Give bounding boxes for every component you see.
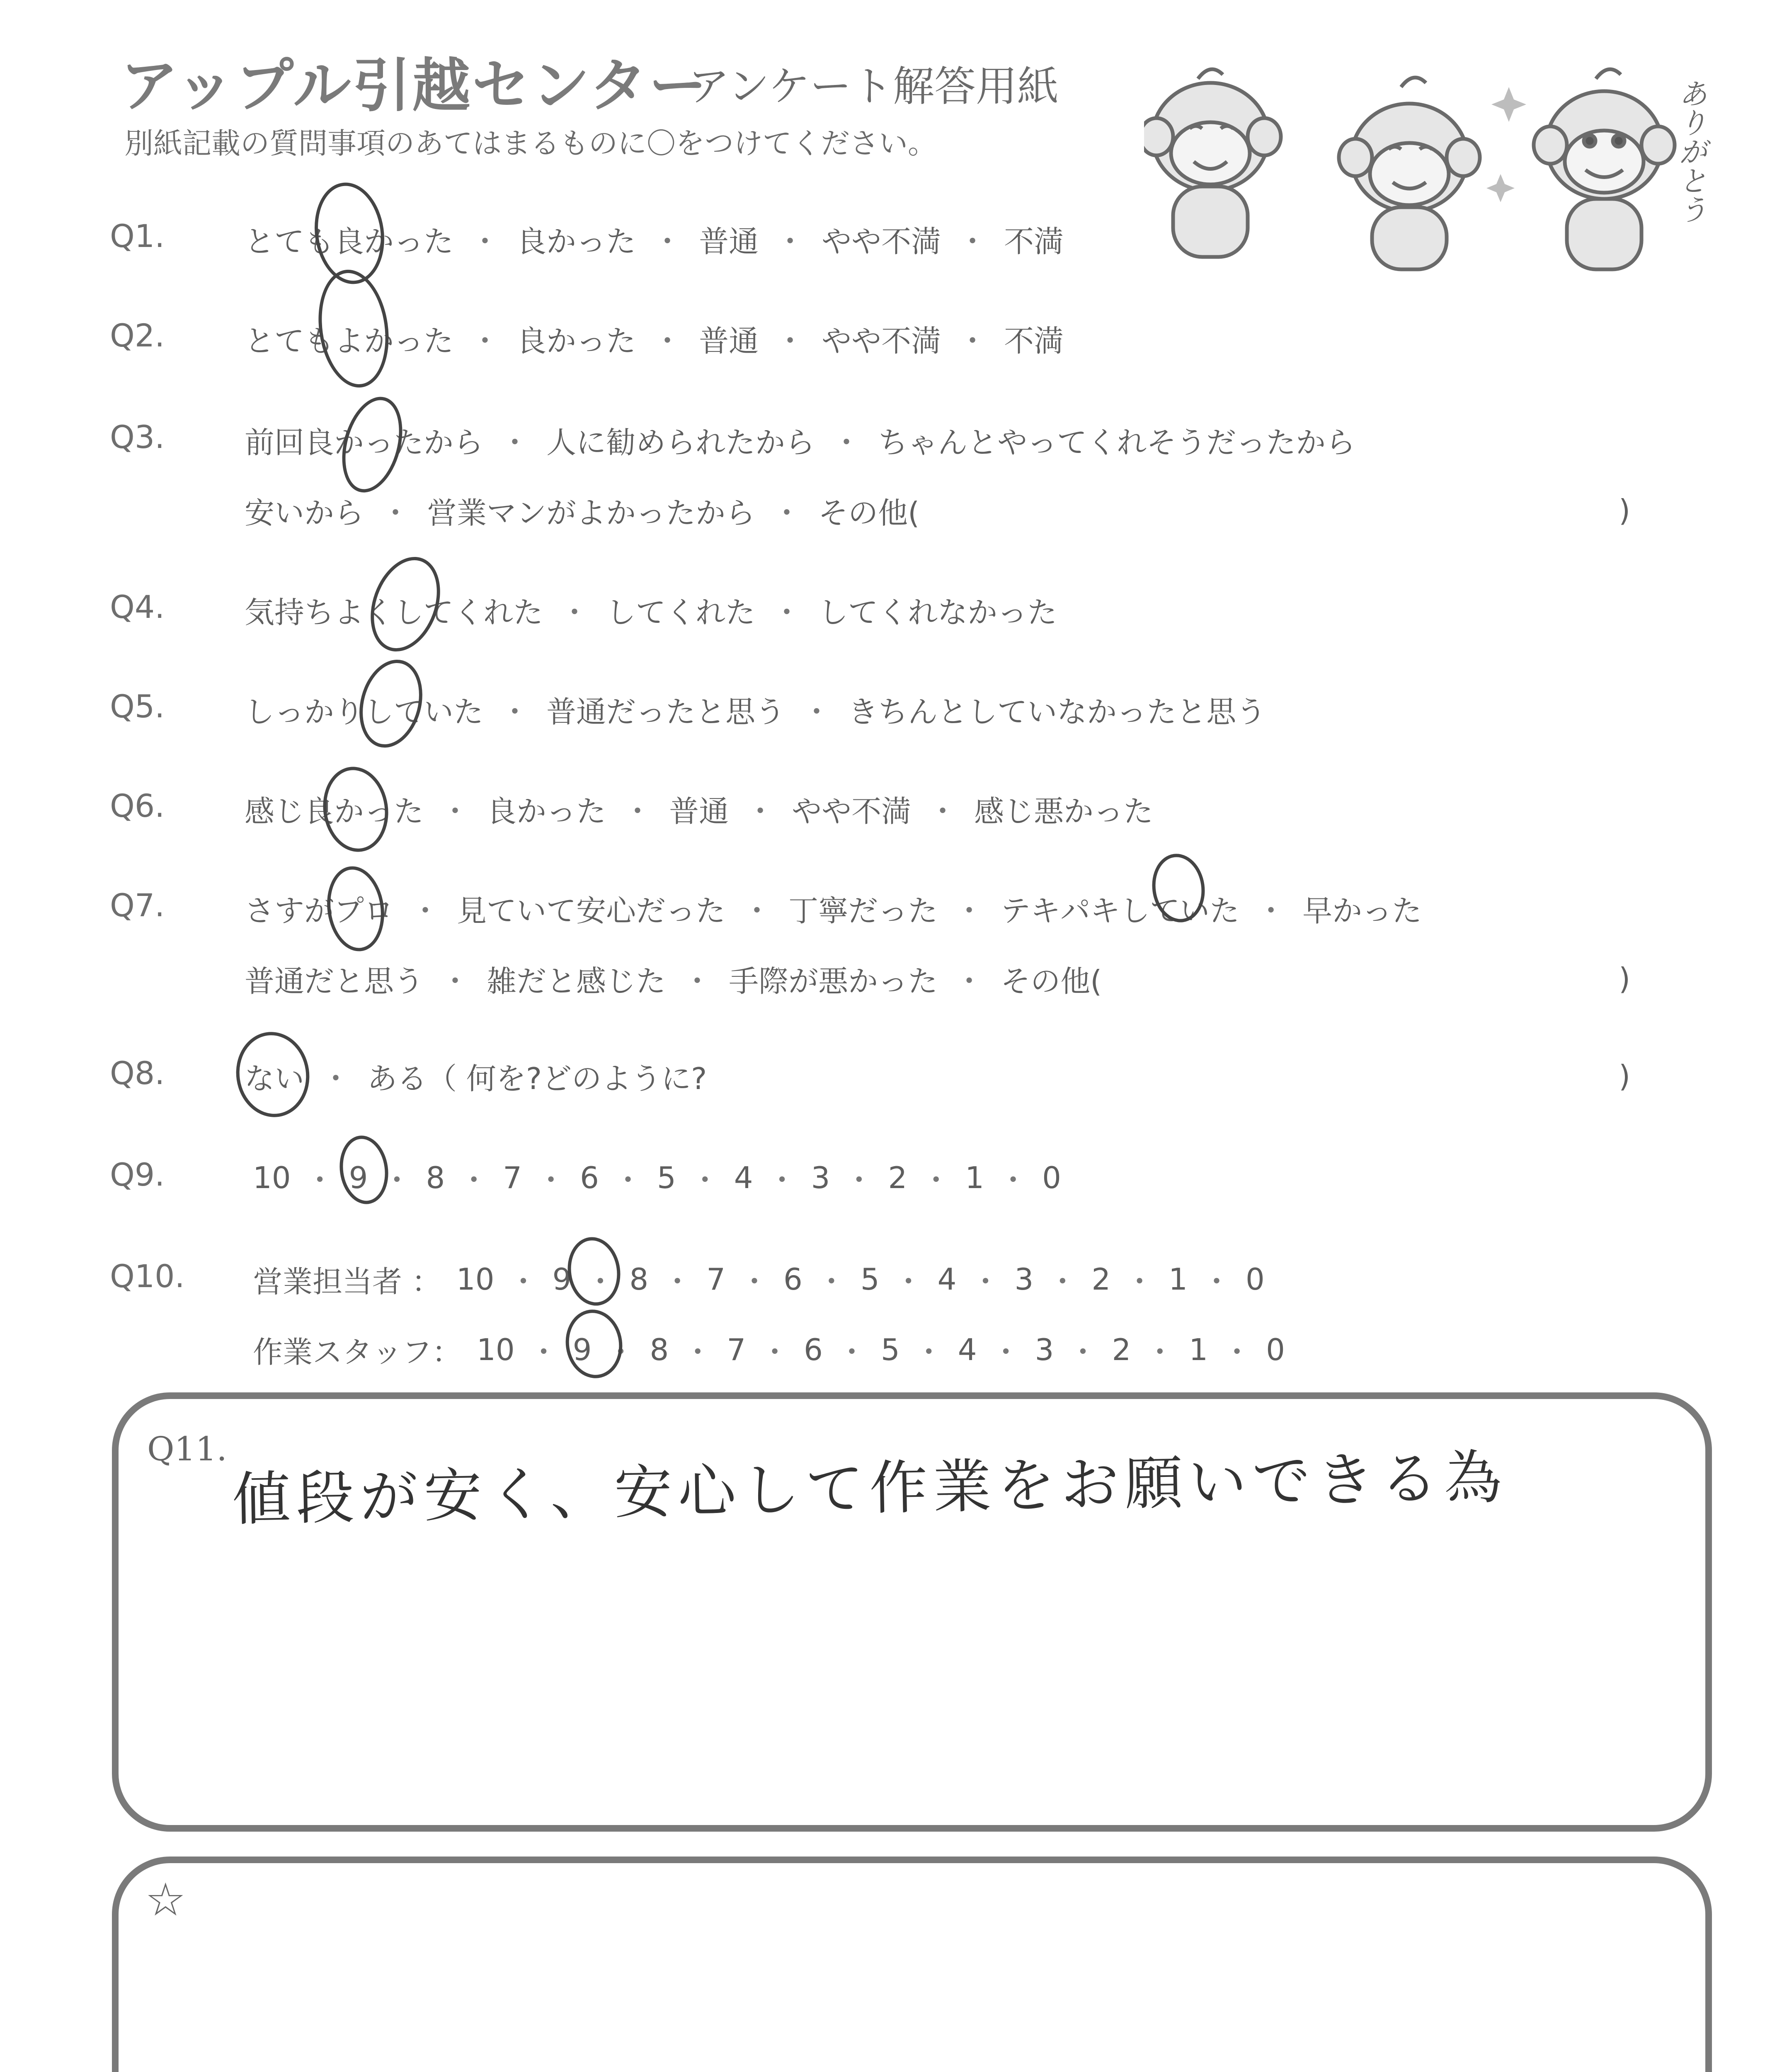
q10-sales-score[interactable]: 5 bbox=[860, 1262, 880, 1297]
q4-option[interactable]: してくれなかった bbox=[818, 595, 1057, 630]
q10-staff-score[interactable]: 1 bbox=[1189, 1332, 1208, 1367]
q10-staff-label: 作業スタッフ： bbox=[253, 1335, 462, 1370]
q10-sales-score[interactable]: 0 bbox=[1245, 1262, 1265, 1297]
q7-option[interactable]: テキパキしていた bbox=[1001, 893, 1240, 928]
q6-option[interactable]: 感じ良かった bbox=[245, 794, 424, 829]
q10-sales-score[interactable]: 6 bbox=[783, 1262, 803, 1297]
q3-label: Q3. bbox=[110, 419, 165, 455]
answer-circle bbox=[322, 863, 389, 955]
q1-option[interactable]: やや不満 bbox=[822, 224, 941, 259]
q2-option[interactable]: 不満 bbox=[1004, 324, 1064, 358]
q9-score[interactable]: 8 bbox=[426, 1160, 445, 1195]
q1-option[interactable]: とても良かった bbox=[245, 224, 454, 259]
q10-staff-score[interactable]: 7 bbox=[727, 1332, 746, 1367]
q1-option[interactable]: 不満 bbox=[1004, 224, 1064, 259]
q9-score[interactable]: 10 bbox=[253, 1160, 291, 1195]
q10-sales-score[interactable]: 3 bbox=[1014, 1262, 1034, 1297]
q2-options: とてもよかった ・ 良かった ・ 普通 ・ やや不満 ・ 不満 bbox=[245, 317, 1064, 360]
q5-options: しっかりしていた ・ 普通だったと思う ・ きちんとしていなかったと思う bbox=[245, 688, 1266, 731]
q10-staff-score[interactable]: 8 bbox=[650, 1332, 669, 1367]
form-subtitle: アンケート解答用紙 bbox=[688, 62, 1059, 111]
star-icon: ☆ bbox=[145, 1873, 186, 1926]
form-title: アップル引越センター bbox=[120, 52, 709, 120]
q8-option[interactable]: ない bbox=[245, 1061, 305, 1096]
q5-label: Q5. bbox=[110, 688, 165, 725]
q9-score[interactable]: 7 bbox=[503, 1160, 522, 1195]
q11-label: Q11. bbox=[147, 1430, 227, 1468]
q2-label: Q2. bbox=[110, 317, 165, 354]
answer-circle bbox=[318, 762, 393, 856]
q6-option[interactable]: やや不満 bbox=[792, 794, 912, 829]
sparkle-icon bbox=[1486, 87, 1526, 202]
q9-score[interactable]: 2 bbox=[888, 1160, 907, 1195]
q3-option[interactable]: ちゃんとやってくれそうだったから bbox=[878, 425, 1356, 460]
q10-sales-score[interactable]: 1 bbox=[1169, 1262, 1188, 1297]
thanks-badge: ありがとう bbox=[1674, 79, 1708, 224]
q6-option[interactable]: 普通 bbox=[669, 794, 729, 829]
q10-label: Q10. bbox=[110, 1258, 185, 1295]
q3-close-paren: ) bbox=[1619, 493, 1631, 528]
q6-option[interactable]: 感じ悪かった bbox=[974, 794, 1154, 829]
q2-option[interactable]: とてもよかった bbox=[245, 324, 454, 358]
q3-option[interactable]: 人に勧められたから bbox=[546, 425, 815, 460]
q7-option[interactable]: 普通だと思う bbox=[245, 964, 424, 999]
q2-option[interactable]: 普通 bbox=[699, 324, 759, 358]
q3-option[interactable]: その他( bbox=[818, 496, 920, 530]
q1-option[interactable]: 良かった bbox=[516, 224, 636, 259]
q10-sales-score[interactable]: 9 bbox=[552, 1262, 572, 1297]
q10-sales-scale: 営業担当者 ： 10 ・ 9 ・ 8 ・ 7 ・ 6 ・ 5 ・ 4 ・ 3 ・ 2 ・ 1 ・ 0 bbox=[253, 1258, 1265, 1301]
q10-sales-score[interactable]: 10 bbox=[456, 1262, 495, 1297]
q10-staff-score[interactable]: 4 bbox=[958, 1332, 977, 1367]
q8-label: Q8. bbox=[110, 1055, 165, 1092]
q10-sales-score[interactable]: 4 bbox=[937, 1262, 957, 1297]
answer-circle bbox=[231, 1027, 315, 1122]
q7-label: Q7. bbox=[110, 887, 165, 924]
q10-sales-score[interactable]: 8 bbox=[629, 1262, 649, 1297]
q5-option[interactable]: きちんとしていなかったと思う bbox=[848, 695, 1266, 729]
answer-circle bbox=[358, 547, 452, 661]
q7-options-line2: 普通だと思う ・ 雑だと感じた ・ 手際が悪かった ・ その他( bbox=[245, 957, 1102, 1000]
q9-score[interactable]: 6 bbox=[580, 1160, 599, 1195]
q9-score[interactable]: 1 bbox=[965, 1160, 984, 1195]
q10-staff-score[interactable]: 6 bbox=[804, 1332, 823, 1367]
answer-circle bbox=[350, 653, 432, 755]
q7-option[interactable]: 丁寧だった bbox=[788, 893, 938, 928]
answer-circle bbox=[332, 390, 412, 499]
q4-label: Q4. bbox=[110, 588, 165, 625]
q1-label: Q1. bbox=[110, 218, 165, 254]
q5-option[interactable]: しっかりしていた bbox=[245, 695, 484, 729]
q6-option[interactable]: 良かった bbox=[487, 794, 606, 829]
q10-staff-score[interactable]: 10 bbox=[477, 1332, 515, 1367]
q3-option[interactable]: 営業マンがよかったから bbox=[427, 496, 756, 530]
q2-option[interactable]: やや不満 bbox=[822, 324, 941, 358]
q10-staff-score[interactable]: 3 bbox=[1035, 1332, 1054, 1367]
form-instruction: 別紙記載の質問事項のあてはまるものに〇をつけてください。 bbox=[124, 126, 937, 160]
q10-staff-score[interactable]: 0 bbox=[1266, 1332, 1285, 1367]
q10-sales-label: 営業担当者 ： bbox=[253, 1264, 441, 1299]
q10-sales-score[interactable]: 2 bbox=[1091, 1262, 1111, 1297]
q3-option[interactable]: 前回良かったから bbox=[245, 425, 484, 460]
q1-options: とても良かった ・ 良かった ・ 普通 ・ やや不満 ・ 不満 bbox=[245, 218, 1064, 261]
answer-circle bbox=[311, 265, 396, 392]
q5-option[interactable]: 普通だったと思う bbox=[546, 695, 786, 729]
q7-option[interactable]: 早かった bbox=[1302, 893, 1422, 928]
q1-option[interactable]: 普通 bbox=[699, 224, 759, 259]
q9-scale: 10 ・ 9 ・ 8 ・ 7 ・ 6 ・ 5 ・ 4 ・ 3 ・ 2 ・ 1 ・ 0 bbox=[253, 1160, 1061, 1198]
q9-score[interactable]: 3 bbox=[811, 1160, 830, 1195]
comment-box[interactable] bbox=[112, 1857, 1712, 2072]
q7-close-paren: ) bbox=[1619, 961, 1631, 996]
q9-score[interactable]: 0 bbox=[1042, 1160, 1061, 1195]
q10-sales-score[interactable]: 7 bbox=[706, 1262, 725, 1297]
q6-options: 感じ良かった ・ 良かった ・ 普通 ・ やや不満 ・ 感じ悪かった bbox=[245, 787, 1153, 830]
q7-option[interactable]: 手際が悪かった bbox=[729, 964, 938, 999]
q11-answer-text[interactable]: 値段が安く、安心して作業をお願いできる為 bbox=[232, 1444, 1508, 1534]
q4-options: 気持ちよくしてくれた ・ してくれた ・ してくれなかった bbox=[245, 588, 1057, 632]
q3-option[interactable]: 安いから bbox=[245, 496, 364, 530]
q7-option[interactable]: 見ていて安心だった bbox=[457, 893, 726, 928]
q7-option[interactable]: さすがプロ bbox=[245, 893, 394, 928]
q9-score[interactable]: 9 bbox=[349, 1160, 368, 1195]
monkey-mascot-icon bbox=[1144, 62, 1724, 278]
q6-label: Q6. bbox=[110, 787, 165, 824]
q7-options-line1: さすがプロ ・ 見ていて安心だった ・ 丁寧だった ・ テキパキしていた ・ 早かった bbox=[245, 887, 1422, 930]
q9-score[interactable]: 5 bbox=[657, 1160, 676, 1195]
q8-options: ない ・ ある（ 何を?どのように? bbox=[245, 1055, 707, 1098]
q10-staff-scale: 作業スタッフ： 10 ・ 9 ・ 8 ・ 7 ・ 6 ・ 5 ・ 4 ・ 3 ・ 2 ・ 1 ・ 0 bbox=[253, 1328, 1285, 1371]
q8-close-paren: ) bbox=[1619, 1059, 1631, 1094]
q7-option[interactable]: 雑だと感じた bbox=[487, 964, 666, 999]
q3-options-line1: 前回良かったから ・ 人に勧められたから ・ ちゃんとやってくれそうだったから bbox=[245, 419, 1355, 462]
q2-option[interactable]: 良かった bbox=[516, 324, 636, 358]
q10-staff-score[interactable]: 2 bbox=[1112, 1332, 1131, 1367]
q10-staff-score[interactable]: 5 bbox=[880, 1332, 900, 1367]
q10-staff-score[interactable]: 9 bbox=[572, 1332, 592, 1367]
q9-score[interactable]: 4 bbox=[734, 1160, 753, 1195]
q3-options-line2: 安いから ・ 営業マンがよかったから ・ その他( bbox=[245, 489, 919, 532]
q4-option[interactable]: 気持ちよくしてくれた bbox=[245, 595, 543, 630]
q7-option[interactable]: その他( bbox=[1001, 964, 1102, 999]
q9-label: Q9. bbox=[110, 1156, 165, 1193]
q8-option[interactable]: ある（ 何を?どのように? bbox=[367, 1061, 707, 1096]
q4-option[interactable]: してくれた bbox=[606, 595, 756, 630]
